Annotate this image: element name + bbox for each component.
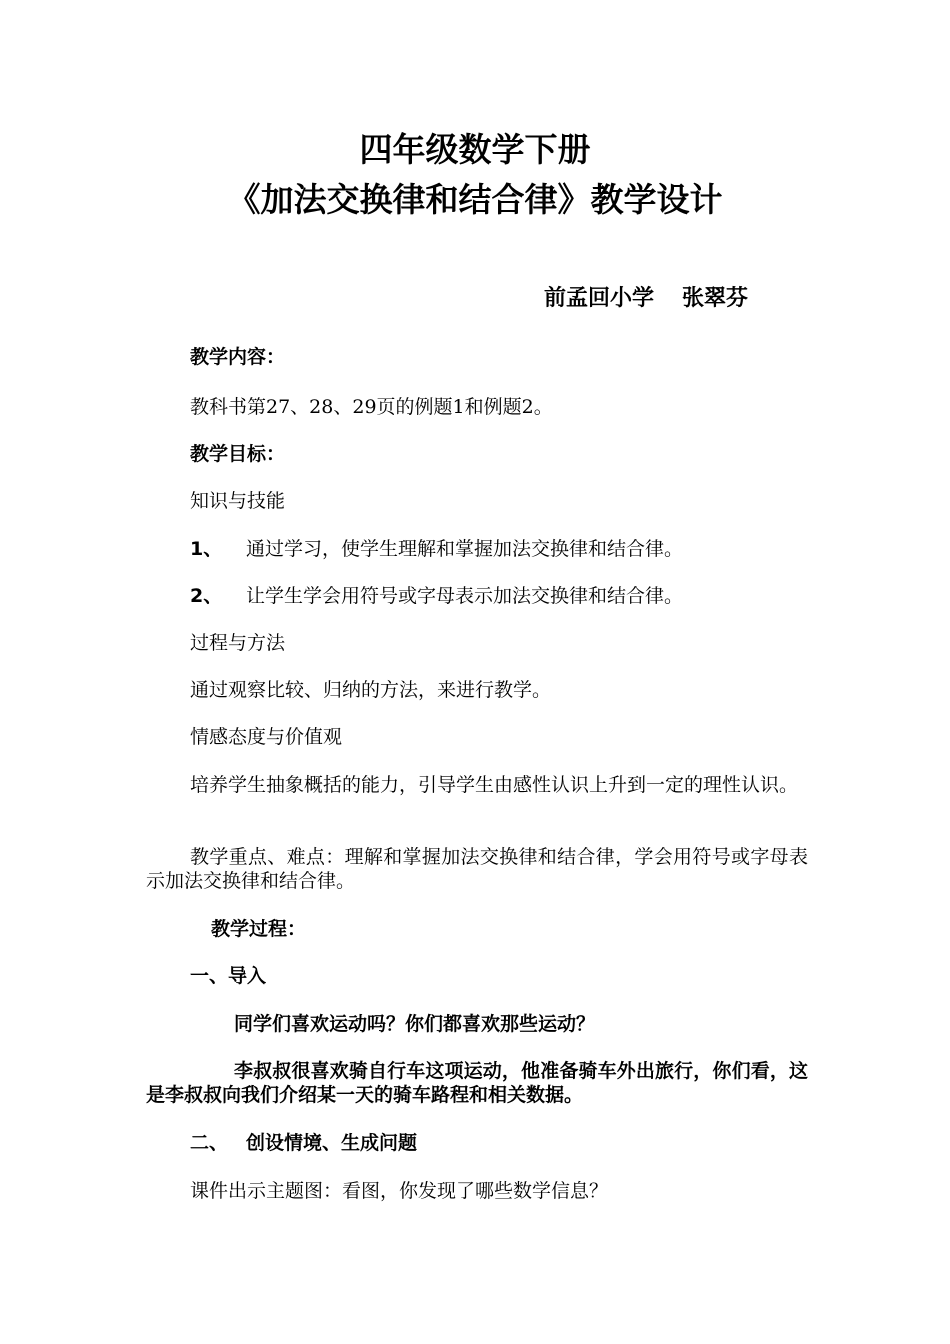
section-2-text: 创设情境、生成问题 [246,1132,418,1154]
intro-story: 李叔叔很喜欢骑自行车这项运动，他准备骑车外出旅行，你们看，这是李叔叔向我们介绍某一天的骑车路程和相关数据。 [146,1060,808,1106]
process-methods-text: 通过观察比较、归纳的方法，来进行教学。 [190,679,552,701]
heading-teaching-process: 教学过程： [211,918,307,940]
section-2-body: 课件出示主题图：看图，你发现了哪些数学信息？ [190,1180,609,1202]
key-points-text: 教学重点、难点：理解和掌握加法交换律和结合律，学会用符号或字母表示加法交换律和结合律。 [146,846,808,892]
section-2-heading [190,1131,417,1155]
subheading-knowledge-skills: 知识与技能 [190,490,286,512]
author-name: 张翠芬 [681,286,748,311]
author-line [0,284,748,314]
section-1-heading: 一、导入 [190,965,267,987]
document-title-line2: 《加法交换律和结合律》教学设计 [227,180,723,219]
heading-teaching-content: 教学内容： [190,346,286,368]
subheading-process-methods: 过程与方法 [190,632,286,654]
author-school: 前孟回小学 [543,286,654,311]
goal-item-1-number: 1、 [190,538,223,560]
document-title-line1: 四年级数学下册 [359,130,591,169]
goal-item-2 [190,584,683,608]
intro-question: 同学们喜欢运动吗？你们都喜欢那些运动？ [234,1013,596,1035]
emotion-values-text: 培养学生抽象概括的能力，引导学生由感性认识上升到一定的理性认识。 [190,774,799,796]
subheading-emotion-values: 情感态度与价值观 [190,726,343,748]
section-2-number: 二、 [190,1132,229,1154]
goal-item-2-number: 2、 [190,585,223,607]
teaching-content-text: 教科书第27、28、29页的例题1和例题2。 [190,396,553,418]
heading-teaching-goals: 教学目标： [190,443,286,465]
goal-item-1 [190,537,683,561]
goal-item-1-text: 通过学习，使学生理解和掌握加法交换律和结合律。 [246,538,684,560]
goal-item-2-text: 让学生学会用符号或字母表示加法交换律和结合律。 [246,585,684,607]
